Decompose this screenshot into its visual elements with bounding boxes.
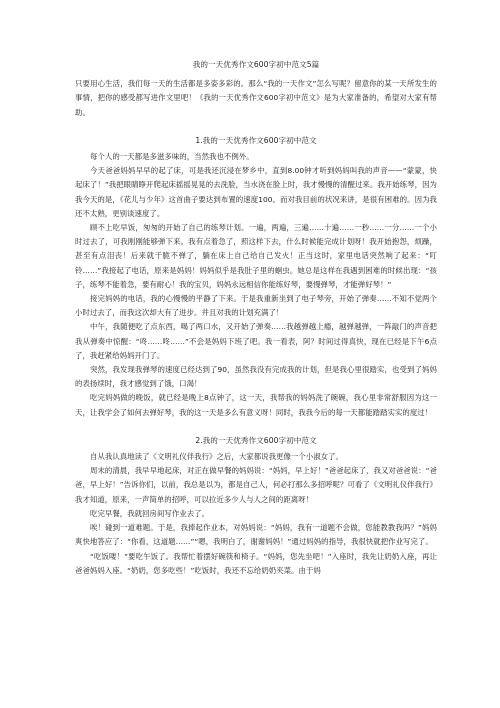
section-1-paragraph: 每个人的一天都是多滋多味的，当然我也不例外。 [90,152,254,162]
section-2 [75,434,437,578]
section-2-paragraph: 吃完早餐，我就回房间写作业去了。 [90,508,210,518]
document-title: 我的一天优秀作文600字初中范文5篇 [192,60,320,69]
section-2-paragraph: 自从我认真地读了《文明礼仪伴我行》之后，大家都说我更像一个小淑女了。 [90,452,343,462]
section-2-paragraph: “吃饭喽！”要吃午饭了。我帮忙着摆好碗筷和椅子。“妈妈，您先坐吧！”入座时，我先让奶奶入座，再让爸爸妈妈入座。“奶奶，您多吃些！”吃饭时，我还不忘给奶奶夹菜。由于妈 [75,551,437,575]
section-1-paragraph: 中午，我随便吃了点东西，喝了两口水，又开始了弹奏……我越弹越上瘾，越弹越弹，一阵敲门的声音把我从弹奏中惊醒：“咚……咚……”不会是妈妈下班了吧。我一看表，阿？时间过得真快，现在已经是下午6点了，我赶紧给妈妈开门了。 [75,322,437,360]
section-1-paragraph: 今天爸爸妈妈早早的起了床，可是我还沉浸在梦乡中，直到8.00钟才听到妈妈叫我的声音——“蒙蒙，快起床了！”我把眼睛睁开爬起床摇摇晃晃的去洗脸，当水浇在脸上时，我才慢慢的清醒过来。我开始练琴，因为我今天的是，《花儿与少年》这首曲子要达到布置的速度100。而对我目前的状况来讲，是很有困难的。因为我还不太熟，更别谈速度了。 [75,166,437,218]
section-2-paragraph: 唉！碰到一道难题。于是，我捧起作业本，对妈妈说：“妈妈，我有一道题不会做，您能教教我吗？”妈妈爽快地答应了：“你看，这道题……”“嗯，我明白了，谢谢妈妈！”通过妈妈的指导，我很快就把作业写完了。 [75,523,437,547]
section-1-paragraph: 顾不上吃早饭，匆匆的开始了自己的练琴计划。一遍，两遍，三遍……十遍……一秒……一分……一个小时过去了，可我刚刚能够弹下来。我有点着急了，照这样下去，什么时候能完成计划呀！我开始抱怨，烦躁，甚至有点泪丧！后来就干脆不弹了，躺在床上自己给自己发火！正当这时，家里电话突然响了起来：“叮铃……”我接起了电话，原来是妈妈！妈妈似乎是我肚子里的蛔虫。她总是这样在我遇到困难的时候出现：“孩子，练琴不能着急，要有耐心！我的宝贝，妈妈永远相信你能练好琴，要慢弹琴，才能弹好琴！” [75,223,437,289]
document-page [75,58,437,578]
section-2-heading: 2.我的一天优秀作文600字初中范文 [195,435,317,445]
section-1-heading: 1.我的一天优秀作文600字初中范文 [195,135,317,145]
section-2-paragraph: 周末的清晨，我早早地起床，对正在做早餐的妈妈说：“妈妈，早上好！”爸爸起床了，我又对爸爸说：“爸爸，早上好！”告诉你们，以前，我总是以为，都是自己人，何必打那么多招呼呢？可看了《文明礼仪伴我行》我才知道，原来，一声简单的招呼，可以拉近多少人与人之间的距离呀！ [75,466,437,504]
section-1-paragraph: 接完妈妈的电话，我的心慢慢的平静了下来。于是我重新坐到了电子琴旁，开始了弹奏……不知不觉两个小时过去了，而我这次却大有了进步。并且对我的计划充满了！ [75,294,437,318]
intro-paragraph: 只要用心生活，我们每一天的生活都是多姿多彩的。那么“我的一天作文”怎么写呢？留意你的某一天所发生的事情，把你的感受都写进作文里吧！《我的一天优秀作文600字初中范文》是为大家准备的，希望对大家有帮助。 [75,79,437,117]
section-1-paragraph: 突然，我发现我弹琴的速度已经达到了90，虽然我没有完成我的计划，但是我心里很踏实，也受到了妈妈的表扬续时，我才感觉到了饿，口渴！ [75,365,437,389]
section-1-paragraph: 吃完妈妈做的晚饭，就已经是晚上8点钟了，这一天，我帮我的妈妈洗了碗碗，我心里非常舒服因为这一天，让我学会了如何去弹好琴，我的这一天是多么有意义呀！同时，我我今后的每一天都能踏踏实实的度过！ [75,393,437,417]
section-1 [75,134,437,420]
